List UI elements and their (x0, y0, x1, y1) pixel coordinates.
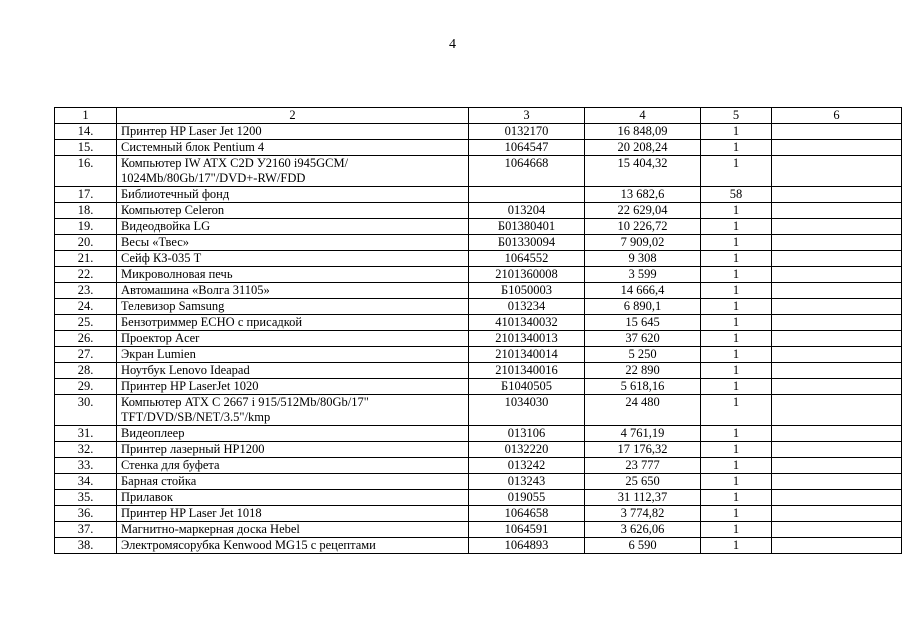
row-number-cell: 17. (55, 187, 117, 203)
table-row (55, 140, 902, 156)
row-number-cell: 33. (55, 458, 117, 474)
amount-cell: 5 250 (585, 347, 701, 363)
amount-cell: 24 480 (585, 395, 701, 426)
amount-cell: 14 666,4 (585, 283, 701, 299)
row-number-cell: 29. (55, 379, 117, 395)
table-row (55, 506, 902, 522)
note-cell (772, 426, 902, 442)
item-name-cell: Стенка для буфета (117, 458, 469, 474)
amount-cell: 10 226,72 (585, 219, 701, 235)
column-header-6: 6 (772, 108, 902, 124)
note-cell (772, 299, 902, 315)
inventory-code-cell: 013234 (469, 299, 585, 315)
inventory-code-cell: 4101340032 (469, 315, 585, 331)
row-number-cell: 35. (55, 490, 117, 506)
item-name-cell: Телевизор Samsung (117, 299, 469, 315)
inventory-code-cell: 1064552 (469, 251, 585, 267)
item-name-cell: Принтер HP Laser Jet 1018 (117, 506, 469, 522)
quantity-cell: 1 (701, 140, 772, 156)
inventory-code-cell: 2101340013 (469, 331, 585, 347)
table-row (55, 363, 902, 379)
inventory-code-cell: 1064591 (469, 522, 585, 538)
amount-cell: 31 112,37 (585, 490, 701, 506)
inventory-code-cell: 019055 (469, 490, 585, 506)
quantity-cell: 1 (701, 442, 772, 458)
note-cell (772, 363, 902, 379)
amount-cell: 5 618,16 (585, 379, 701, 395)
note-cell (772, 395, 902, 426)
amount-cell: 15 404,32 (585, 156, 701, 187)
item-name-cell: Компьютер ATX C 2667 i 915/512Mb/80Gb/17" TFT/DVD/SB/NET/3.5"/kmp (117, 395, 469, 426)
inventory-code-cell: 013106 (469, 426, 585, 442)
table-row (55, 203, 902, 219)
item-name-cell: Ноутбук Lenovo Ideapad (117, 363, 469, 379)
note-cell (772, 379, 902, 395)
inventory-table-body (55, 108, 902, 554)
quantity-cell: 1 (701, 379, 772, 395)
inventory-code-cell: Б01380401 (469, 219, 585, 235)
table-row (55, 235, 902, 251)
row-number-cell: 20. (55, 235, 117, 251)
inventory-code-cell: Б01330094 (469, 235, 585, 251)
note-cell (772, 267, 902, 283)
item-name-cell: Компьютер Celeron (117, 203, 469, 219)
quantity-cell: 1 (701, 363, 772, 379)
inventory-code-cell: Б1040505 (469, 379, 585, 395)
quantity-cell: 1 (701, 124, 772, 140)
quantity-cell: 1 (701, 235, 772, 251)
quantity-cell: 1 (701, 458, 772, 474)
quantity-cell: 1 (701, 251, 772, 267)
inventory-code-cell: 0132170 (469, 124, 585, 140)
note-cell (772, 283, 902, 299)
table-row (55, 315, 902, 331)
page-number: 4 (449, 37, 456, 52)
note-cell (772, 474, 902, 490)
table-row (55, 442, 902, 458)
quantity-cell: 1 (701, 219, 772, 235)
quantity-cell: 1 (701, 395, 772, 426)
quantity-cell: 1 (701, 267, 772, 283)
table-row (55, 251, 902, 267)
note-cell (772, 140, 902, 156)
row-number-cell: 19. (55, 219, 117, 235)
column-header-4: 4 (585, 108, 701, 124)
table-row (55, 426, 902, 442)
item-name-cell: Прилавок (117, 490, 469, 506)
amount-cell: 15 645 (585, 315, 701, 331)
row-number-cell: 14. (55, 124, 117, 140)
amount-cell: 3 774,82 (585, 506, 701, 522)
quantity-cell: 1 (701, 283, 772, 299)
note-cell (772, 347, 902, 363)
amount-cell: 6 590 (585, 538, 701, 554)
note-cell (772, 458, 902, 474)
row-number-cell: 38. (55, 538, 117, 554)
inventory-code-cell: 013204 (469, 203, 585, 219)
item-name-cell: Принтер лазерный HP1200 (117, 442, 469, 458)
column-header-3: 3 (469, 108, 585, 124)
note-cell (772, 156, 902, 187)
amount-cell: 9 308 (585, 251, 701, 267)
quantity-cell: 1 (701, 203, 772, 219)
table-row (55, 267, 902, 283)
column-header-5: 5 (701, 108, 772, 124)
inventory-code-cell (469, 187, 585, 203)
item-name-cell: Экран Lumien (117, 347, 469, 363)
inventory-code-cell: 2101360008 (469, 267, 585, 283)
row-number-cell: 26. (55, 331, 117, 347)
table-row (55, 219, 902, 235)
row-number-cell: 24. (55, 299, 117, 315)
item-name-cell: Микроволновая печь (117, 267, 469, 283)
quantity-cell: 58 (701, 187, 772, 203)
table-row (55, 474, 902, 490)
note-cell (772, 442, 902, 458)
amount-cell: 16 848,09 (585, 124, 701, 140)
row-number-cell: 25. (55, 315, 117, 331)
column-header-2: 2 (117, 108, 469, 124)
inventory-code-cell: 1064658 (469, 506, 585, 522)
note-cell (772, 124, 902, 140)
quantity-cell: 1 (701, 490, 772, 506)
item-name-cell: Видеодвойка LG (117, 219, 469, 235)
quantity-cell: 1 (701, 426, 772, 442)
table-row (55, 331, 902, 347)
inventory-code-cell: 1064893 (469, 538, 585, 554)
item-name-cell: Принтер HP LaserJet 1020 (117, 379, 469, 395)
row-number-cell: 22. (55, 267, 117, 283)
table-row (55, 283, 902, 299)
item-name-cell: Барная стойка (117, 474, 469, 490)
amount-cell: 23 777 (585, 458, 701, 474)
quantity-cell: 1 (701, 538, 772, 554)
row-number-cell: 27. (55, 347, 117, 363)
quantity-cell: 1 (701, 506, 772, 522)
amount-cell: 25 650 (585, 474, 701, 490)
table-row (55, 156, 902, 187)
note-cell (772, 315, 902, 331)
amount-cell: 3 626,06 (585, 522, 701, 538)
note-cell (772, 538, 902, 554)
note-cell (772, 251, 902, 267)
amount-cell: 3 599 (585, 267, 701, 283)
note-cell (772, 219, 902, 235)
table-row (55, 522, 902, 538)
item-name-cell: Магнитно-маркерная доска Hebel (117, 522, 469, 538)
quantity-cell: 1 (701, 299, 772, 315)
inventory-code-cell: Б1050003 (469, 283, 585, 299)
amount-cell: 22 629,04 (585, 203, 701, 219)
row-number-cell: 15. (55, 140, 117, 156)
amount-cell: 6 890,1 (585, 299, 701, 315)
row-number-cell: 18. (55, 203, 117, 219)
note-cell (772, 506, 902, 522)
inventory-code-cell: 1064668 (469, 156, 585, 187)
item-name-cell: Системный блок Pentium 4 (117, 140, 469, 156)
table-row (55, 299, 902, 315)
table-row (55, 490, 902, 506)
note-cell (772, 235, 902, 251)
row-number-cell: 36. (55, 506, 117, 522)
row-number-cell: 21. (55, 251, 117, 267)
row-number-cell: 23. (55, 283, 117, 299)
column-header-1: 1 (55, 108, 117, 124)
quantity-cell: 1 (701, 522, 772, 538)
table-row (55, 379, 902, 395)
table-row (55, 395, 902, 426)
amount-cell: 4 761,19 (585, 426, 701, 442)
row-number-cell: 28. (55, 363, 117, 379)
item-name-cell: Принтер HP Laser Jet 1200 (117, 124, 469, 140)
row-number-cell: 30. (55, 395, 117, 426)
quantity-cell: 1 (701, 156, 772, 187)
amount-cell: 17 176,32 (585, 442, 701, 458)
amount-cell: 37 620 (585, 331, 701, 347)
row-number-cell: 16. (55, 156, 117, 187)
row-number-cell: 31. (55, 426, 117, 442)
item-name-cell: Весы «Твес» (117, 235, 469, 251)
note-cell (772, 522, 902, 538)
item-name-cell: Видеоплеер (117, 426, 469, 442)
row-number-cell: 32. (55, 442, 117, 458)
table-row (55, 538, 902, 554)
row-number-cell: 34. (55, 474, 117, 490)
note-cell (772, 331, 902, 347)
item-name-cell: Автомашина «Волга 31105» (117, 283, 469, 299)
item-name-cell: Проектор Acer (117, 331, 469, 347)
inventory-code-cell: 2101340014 (469, 347, 585, 363)
item-name-cell: Электромясорубка Kenwood MG15 с рецептами (117, 538, 469, 554)
quantity-cell: 1 (701, 315, 772, 331)
amount-cell: 7 909,02 (585, 235, 701, 251)
table-row (55, 458, 902, 474)
item-name-cell: Компьютер IW ATX C2D У2160 i945GCM/ 1024Mb/80Gb/17"/DVD+-RW/FDD (117, 156, 469, 187)
item-name-cell: Библиотечный фонд (117, 187, 469, 203)
table-row (55, 187, 902, 203)
note-cell (772, 203, 902, 219)
amount-cell: 22 890 (585, 363, 701, 379)
item-name-cell: Бензотриммер ECHO с присадкой (117, 315, 469, 331)
quantity-cell: 1 (701, 347, 772, 363)
inventory-code-cell: 0132220 (469, 442, 585, 458)
table-row (55, 347, 902, 363)
inventory-code-cell: 1064547 (469, 140, 585, 156)
amount-cell: 13 682,6 (585, 187, 701, 203)
inventory-code-cell: 2101340016 (469, 363, 585, 379)
amount-cell: 20 208,24 (585, 140, 701, 156)
quantity-cell: 1 (701, 331, 772, 347)
inventory-code-cell: 013242 (469, 458, 585, 474)
inventory-code-cell: 013243 (469, 474, 585, 490)
inventory-table (54, 107, 902, 554)
column-number-row (55, 108, 902, 124)
table-row (55, 124, 902, 140)
note-cell (772, 187, 902, 203)
row-number-cell: 37. (55, 522, 117, 538)
note-cell (772, 490, 902, 506)
item-name-cell: Сейф КЗ-035 Т (117, 251, 469, 267)
inventory-code-cell: 1034030 (469, 395, 585, 426)
quantity-cell: 1 (701, 474, 772, 490)
